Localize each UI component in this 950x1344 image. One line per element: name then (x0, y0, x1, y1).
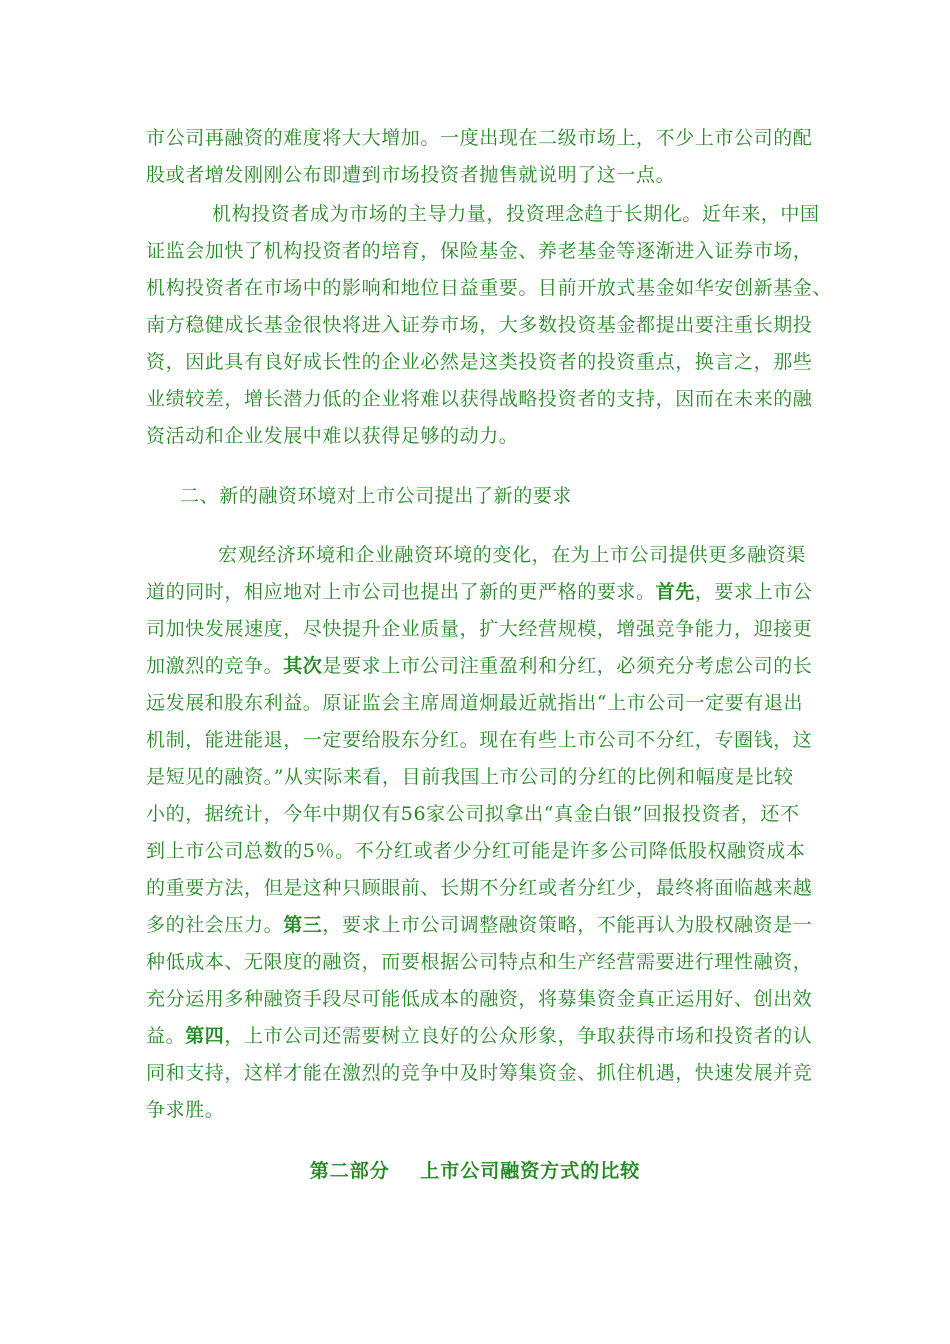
paragraph-line: 种低成本、无限度的融资，而要根据公司特点和生产经营需要进行理性融资， (146, 951, 813, 973)
paragraph-line: 机构投资者成为市场的主导力量，投资理念趋于长期化。近年来，中国 (212, 203, 820, 225)
paragraph-line (146, 912, 813, 938)
paragraph-line: 充分运用多种融资手段尽可能低成本的融资，将募集资金真正运用好、创出效 (146, 988, 813, 1010)
paragraph-line (146, 1023, 813, 1049)
paragraph-line: 资，因此具有良好成长性的企业必然是这类投资者的投资重点，换言之，那些 (146, 351, 813, 373)
text-segment: 是要求上市公司注重盈利和分红，必须充分考虑公司的长 (322, 655, 813, 677)
paragraph-line: 资活动和企业发展中难以获得足够的动力。 (146, 425, 519, 447)
part-heading: 第二部分 上市公司融资方式的比较 (309, 1160, 641, 1182)
paragraph-line: 争求胜。 (146, 1099, 225, 1121)
paragraph-line: 南方稳健成长基金很快将进入证券市场，大多数投资基金都提出要注重长期投 (146, 314, 813, 336)
paragraph-line: 业绩较差，增长潜力低的企业将难以获得战略投资者的支持，因而在未来的融 (146, 388, 813, 410)
paragraph-line (146, 579, 813, 605)
text-segment: ，上市公司还需要树立良好的公众形象，争取获得市场和投资者的认 (224, 1025, 813, 1047)
emphasis-fourth: 第四 (185, 1025, 225, 1047)
text-segment: ，要求上市公 (694, 581, 813, 603)
paragraph-line: 市公司再融资的难度将大大增加。一度出现在二级市场上，不少上市公司的配 (146, 127, 813, 149)
paragraph-line: 小的，据统计，今年中期仅有56家公司拟拿出“真金白银”回报投资者，还不 (146, 803, 800, 825)
paragraph-line: 机构投资者在市场中的影响和地位日益重要。目前开放式基金如华安创新基金、 (146, 277, 833, 299)
emphasis-third: 第三 (283, 914, 323, 936)
section-heading: 二、新的融资环境对上市公司提出了新的要求 (180, 485, 573, 507)
text-segment: 多的社会压力。 (146, 914, 284, 936)
paragraph-line: 是短见的融资。”从实际来看，目前我国上市公司的分红的比例和幅度是比较 (146, 766, 794, 788)
emphasis-first: 首先 (655, 581, 695, 603)
text-segment: 加激烈的竞争。 (146, 655, 284, 677)
paragraph-line: 宏观经济环境和企业融资环境的变化，在为上市公司提供更多融资渠 (218, 544, 807, 566)
paragraph-line: 远发展和股东利益。原证监会主席周道炯最近就指出“上市公司一定要有退出 (146, 692, 804, 714)
paragraph-line: 机制，能进能退，一定要给股东分红。现在有些上市公司不分红，专圈钱，这 (146, 729, 813, 751)
paragraph-line (146, 653, 813, 679)
paragraph-line: 股或者增发刚刚公布即遭到市场投资者抛售就说明了这一点。 (146, 164, 676, 186)
paragraph-line: 到上市公司总数的5％。不分红或者少分红可能是许多公司降低股权融资成本 (146, 840, 806, 862)
emphasis-second: 其次 (283, 655, 323, 677)
text-segment: 道的同时，相应地对上市公司也提出了新的更严格的要求。 (146, 581, 656, 603)
paragraph-line: 证监会加快了机构投资者的培育，保险基金、养老基金等逐渐进入证券市场， (146, 240, 813, 262)
paragraph-line: 的重要方法，但是这种只顾眼前、长期不分红或者分红少，最终将面临越来越 (146, 877, 813, 899)
text-segment: ，要求上市公司调整融资策略，不能再认为股权融资是一 (322, 914, 813, 936)
paragraph-line: 司加快发展速度，尽快提升企业质量，扩大经营规模，增强竞争能力，迎接更 (146, 618, 813, 640)
text-segment: 益。 (146, 1025, 186, 1047)
paragraph-line: 同和支持，这样才能在激烈的竞争中及时筹集资金、抓住机遇，快速发展并竞 (146, 1062, 813, 1084)
